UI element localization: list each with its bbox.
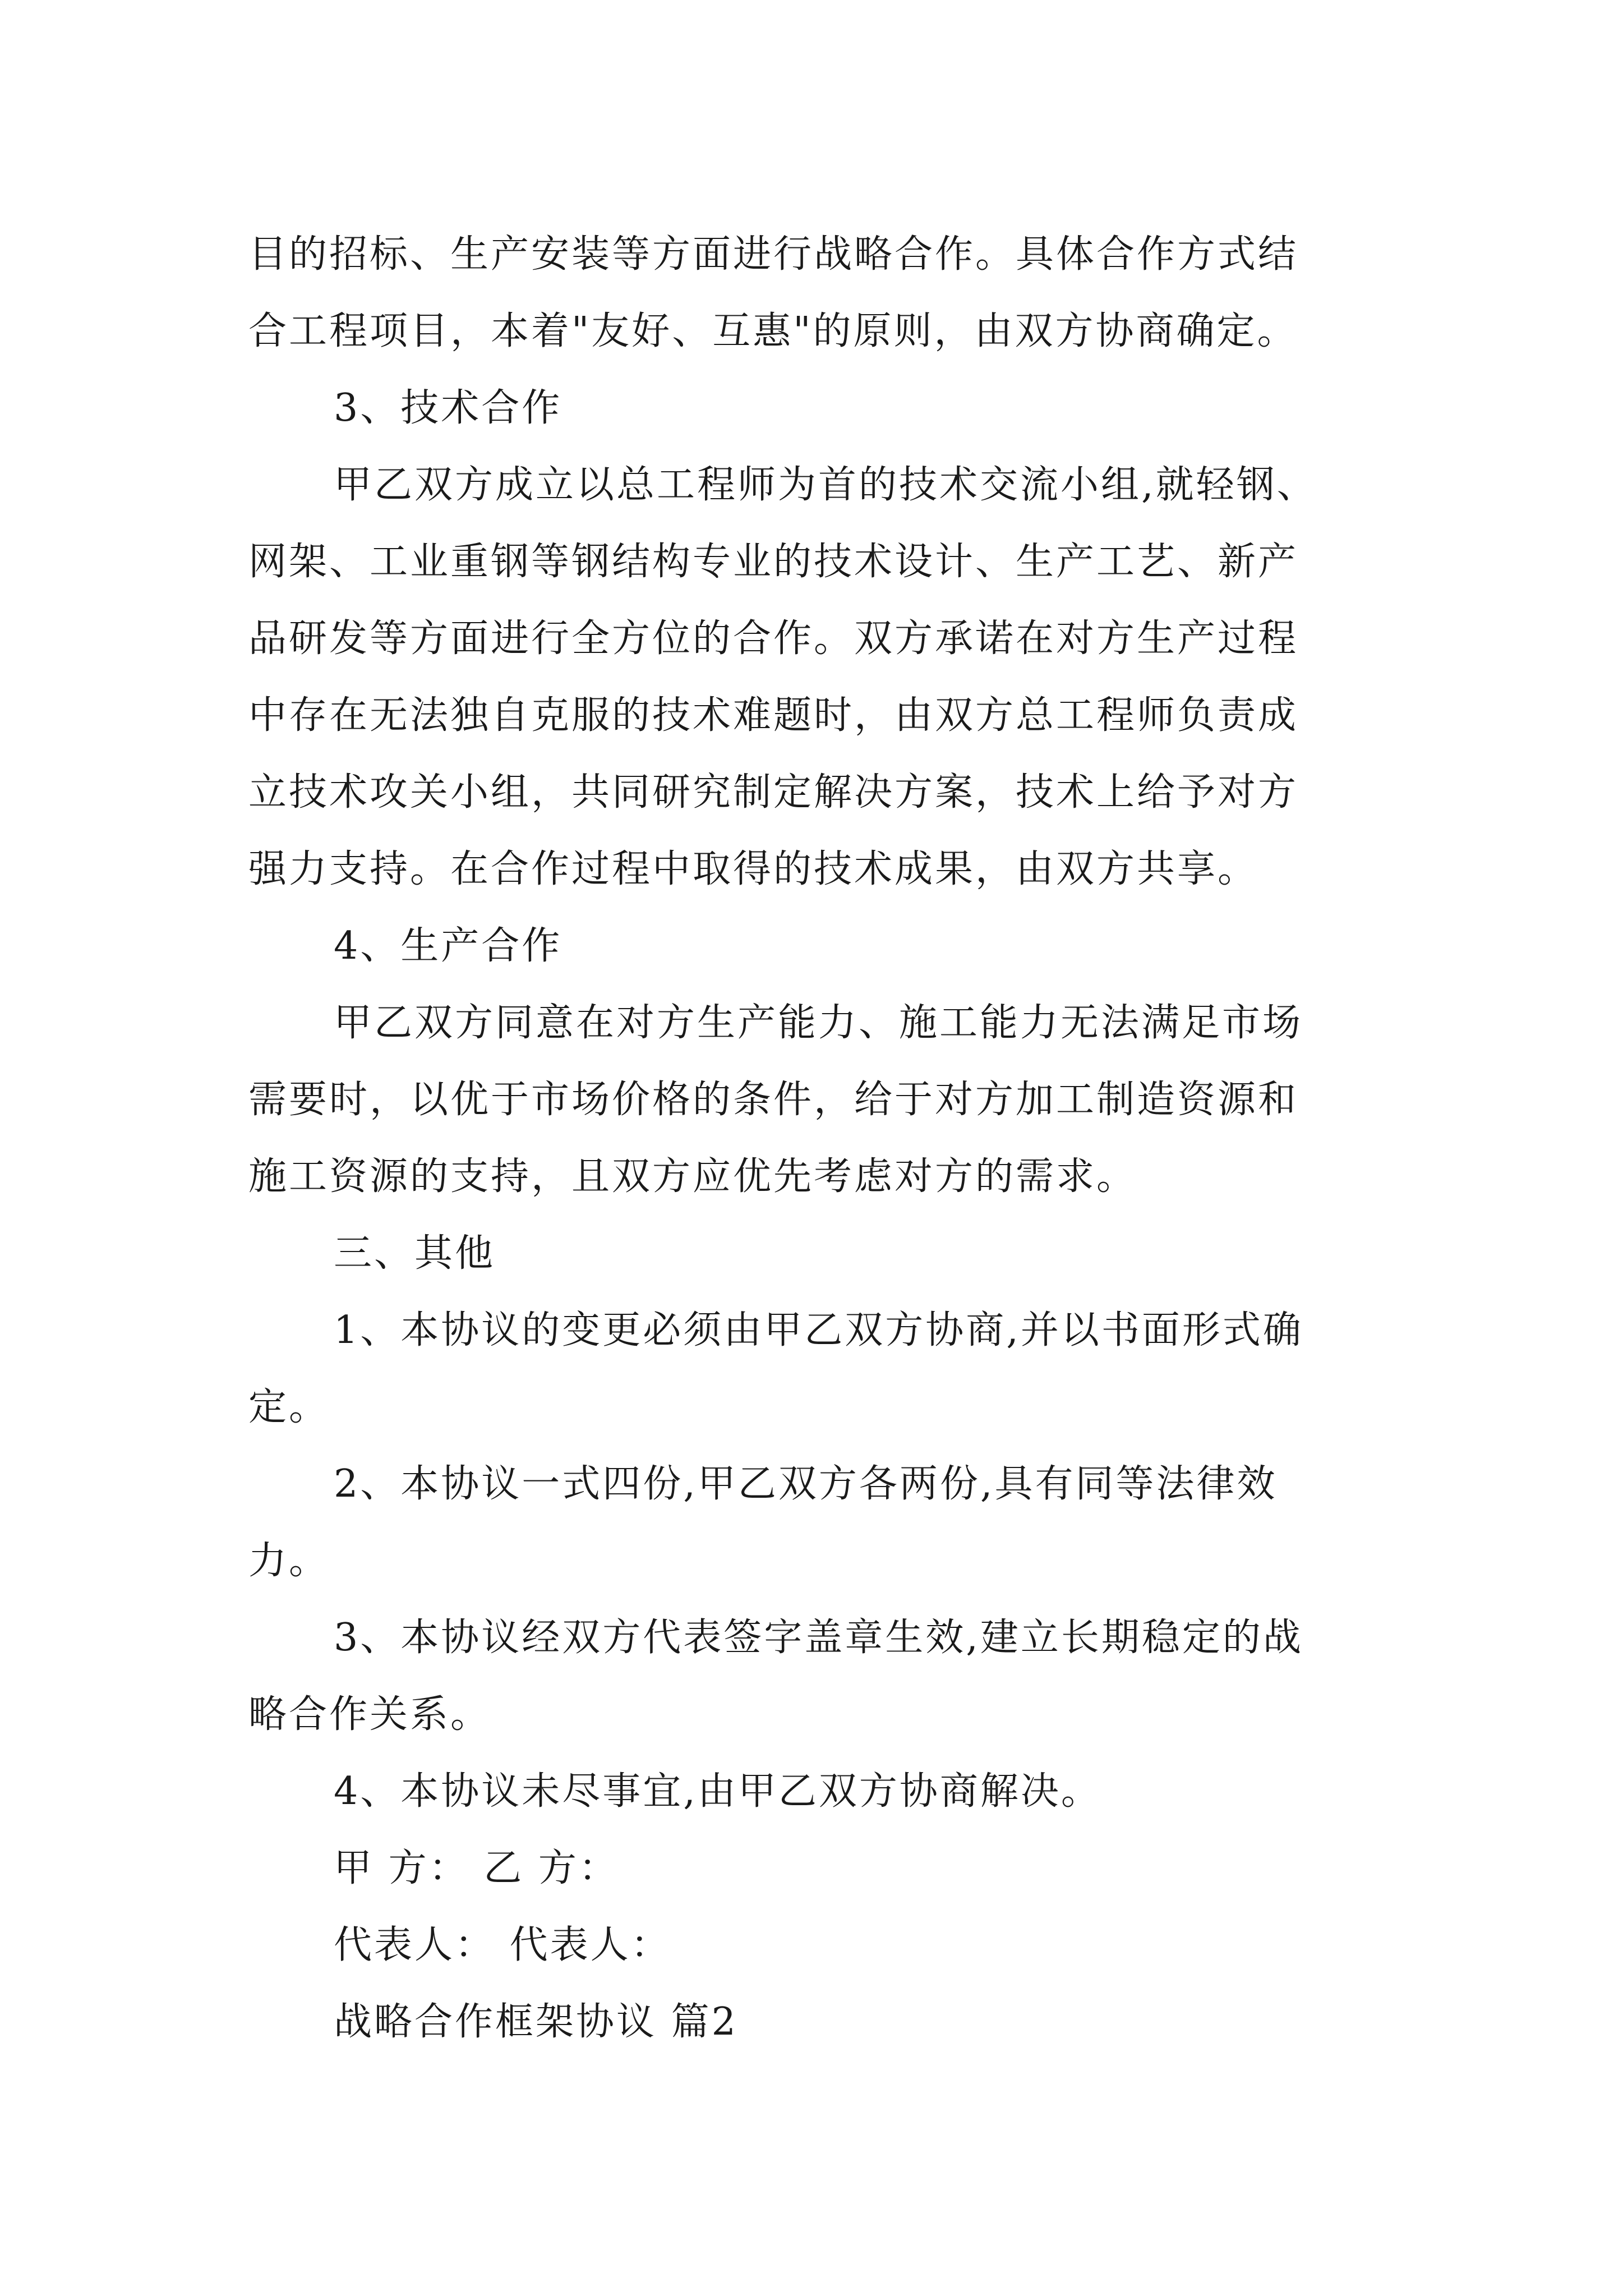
paragraph-line: 需要时，以优于市场价格的条件，给于对方加工制造资源和 — [248, 1078, 1299, 1122]
paragraph-line: 品研发等方面进行全方位的合作。双方承诺在对方生产过程 — [248, 616, 1299, 661]
paragraph-line: 2、本协议一式四份,甲乙双方各两份,具有同等法律效 — [334, 1462, 1278, 1506]
paragraph-line: 1、本协议的变更必须由甲乙双方协商,并以书面形式确 — [334, 1308, 1303, 1352]
paragraph-line: 力。 — [248, 1539, 330, 1583]
paragraph-line: 定。 — [248, 1385, 330, 1429]
paragraph-line: 甲乙双方同意在对方生产能力、施工能力无法满足市场 — [334, 1001, 1303, 1045]
paragraph-line: 目的招标、生产安装等方面进行战略合作。具体合作方式结 — [248, 232, 1299, 277]
paragraph-line: 施工资源的支持，且双方应优先考虑对方的需求。 — [248, 1154, 1137, 1199]
paragraph-line: 甲乙双方成立以总工程师为首的技术交流小组,就轻钢、 — [334, 463, 1317, 507]
section-heading: 三、其他 — [334, 1231, 496, 1276]
document-page — [248, 216, 1387, 2060]
section-heading: 3、技术合作 — [334, 386, 562, 430]
paragraph-line: 立技术攻关小组，共同研究制定解决方案，技术上给予对方 — [248, 770, 1299, 815]
next-section-title: 战略合作框架协议 篇2 — [334, 2000, 738, 2044]
section-heading: 4、生产合作 — [334, 924, 562, 968]
signature-party-line: 甲 方： 乙 方： — [334, 1846, 619, 1890]
paragraph-line: 3、本协议经双方代表签字盖章生效,建立长期稳定的战 — [334, 1616, 1303, 1660]
paragraph-line: 中存在无法独自克服的技术难题时，由双方总工程师负责成 — [248, 693, 1299, 738]
paragraph-line: 强力支持。在合作过程中取得的技术成果，由双方共享。 — [248, 847, 1258, 891]
signature-representative-line: 代表人： 代表人： — [334, 1923, 671, 1967]
paragraph-line: 略合作关系。 — [248, 1692, 491, 1737]
paragraph-line: 合工程项目，本着"友好、互惠"的原则，由双方协商确定。 — [248, 309, 1298, 353]
paragraph-line: 网架、工业重钢等钢结构专业的技术设计、生产工艺、新产 — [248, 540, 1299, 584]
paragraph-line: 4、本协议未尽事宜,由甲乙双方协商解决。 — [334, 1769, 1101, 1814]
